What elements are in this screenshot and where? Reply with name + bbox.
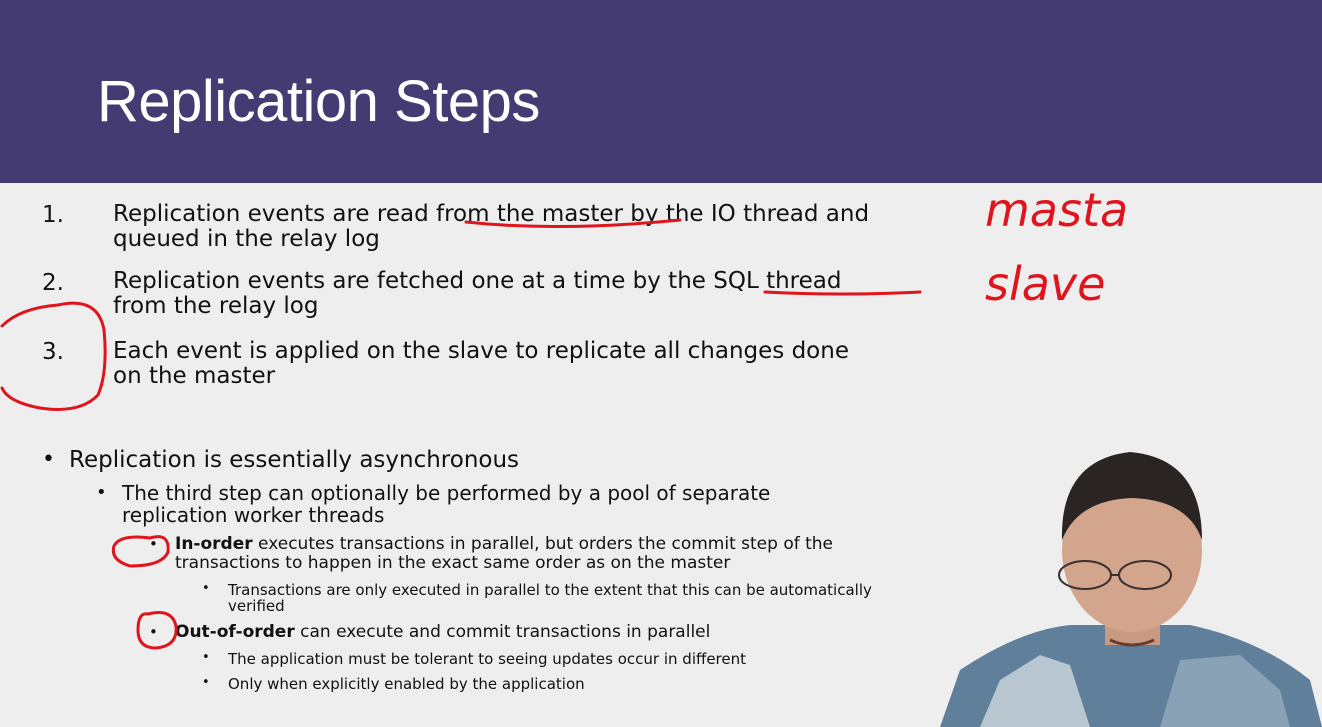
bullet-sub-line1: The third step can optionally be performed by a pool of separate	[122, 481, 771, 505]
step-2-line1: Replication events are fetched one at a time by the SQL thread	[113, 268, 842, 294]
step-1-line2: queued in the relay log	[113, 226, 380, 252]
bullet-sub-line2: replication worker threads	[122, 503, 385, 527]
in-order-dot-icon: •	[149, 535, 158, 553]
bullet-main: Replication is essentially asynchronous	[69, 447, 520, 473]
circle-in-order-dot-icon	[113, 537, 168, 566]
presenter-video	[940, 440, 1322, 727]
handwritten-slave: slave	[985, 257, 1106, 311]
handwritten-masta: masta	[985, 183, 1129, 237]
in-order-detail-dot-icon: •	[202, 581, 210, 596]
in-order-detail-line2: verified	[228, 597, 285, 615]
step-3-line1: Each event is applied on the slave to replicate all changes done	[113, 338, 849, 364]
step-number-1: 1.	[42, 202, 64, 228]
step-text-1	[113, 202, 963, 252]
step-number-3: 3.	[42, 339, 64, 365]
in-order-text1: executes transactions in parallel, but orders the commit step of the	[252, 534, 834, 554]
out-of-order-dot-icon: •	[149, 623, 158, 641]
bullet-out-of-order	[175, 623, 935, 642]
in-order-line2: transactions to happen in the exact same order as on the master	[175, 553, 731, 573]
in-order-detail-line1: Transactions are only executed in parallel to the extent that this can be automatically	[228, 581, 872, 599]
out-of-order-text1: can execute and commit transactions in parallel	[294, 622, 711, 642]
step-2-line2: from the relay log	[113, 293, 319, 319]
sub-bullet-dot-icon: •	[96, 482, 107, 503]
title-bar	[0, 0, 1322, 183]
in-order-term: In-order	[175, 534, 253, 554]
step-1-line1: Replication events are read from the master by the IO thread and	[113, 201, 870, 227]
step-text-2	[113, 269, 963, 319]
slide-title: Replication Steps	[97, 69, 540, 134]
out-of-order-detail2: Only when explicitly enabled by the application	[228, 675, 585, 693]
bullet-in-order	[175, 535, 935, 573]
step-text-3	[113, 339, 963, 389]
out-of-order-detail1: The application must be tolerant to seeing updates occur in different	[228, 650, 747, 668]
bullet-in-order-detail	[228, 582, 948, 614]
out-of-order-term: Out-of-order	[175, 622, 295, 642]
out-of-order-detail1-dot-icon: •	[202, 650, 210, 665]
bullet-sub	[122, 482, 882, 526]
bullet-dot-icon: •	[42, 447, 55, 472]
step-3-line2: on the master	[113, 363, 276, 389]
step-number-2: 2.	[42, 270, 64, 296]
out-of-order-detail2-dot-icon: •	[202, 675, 210, 690]
